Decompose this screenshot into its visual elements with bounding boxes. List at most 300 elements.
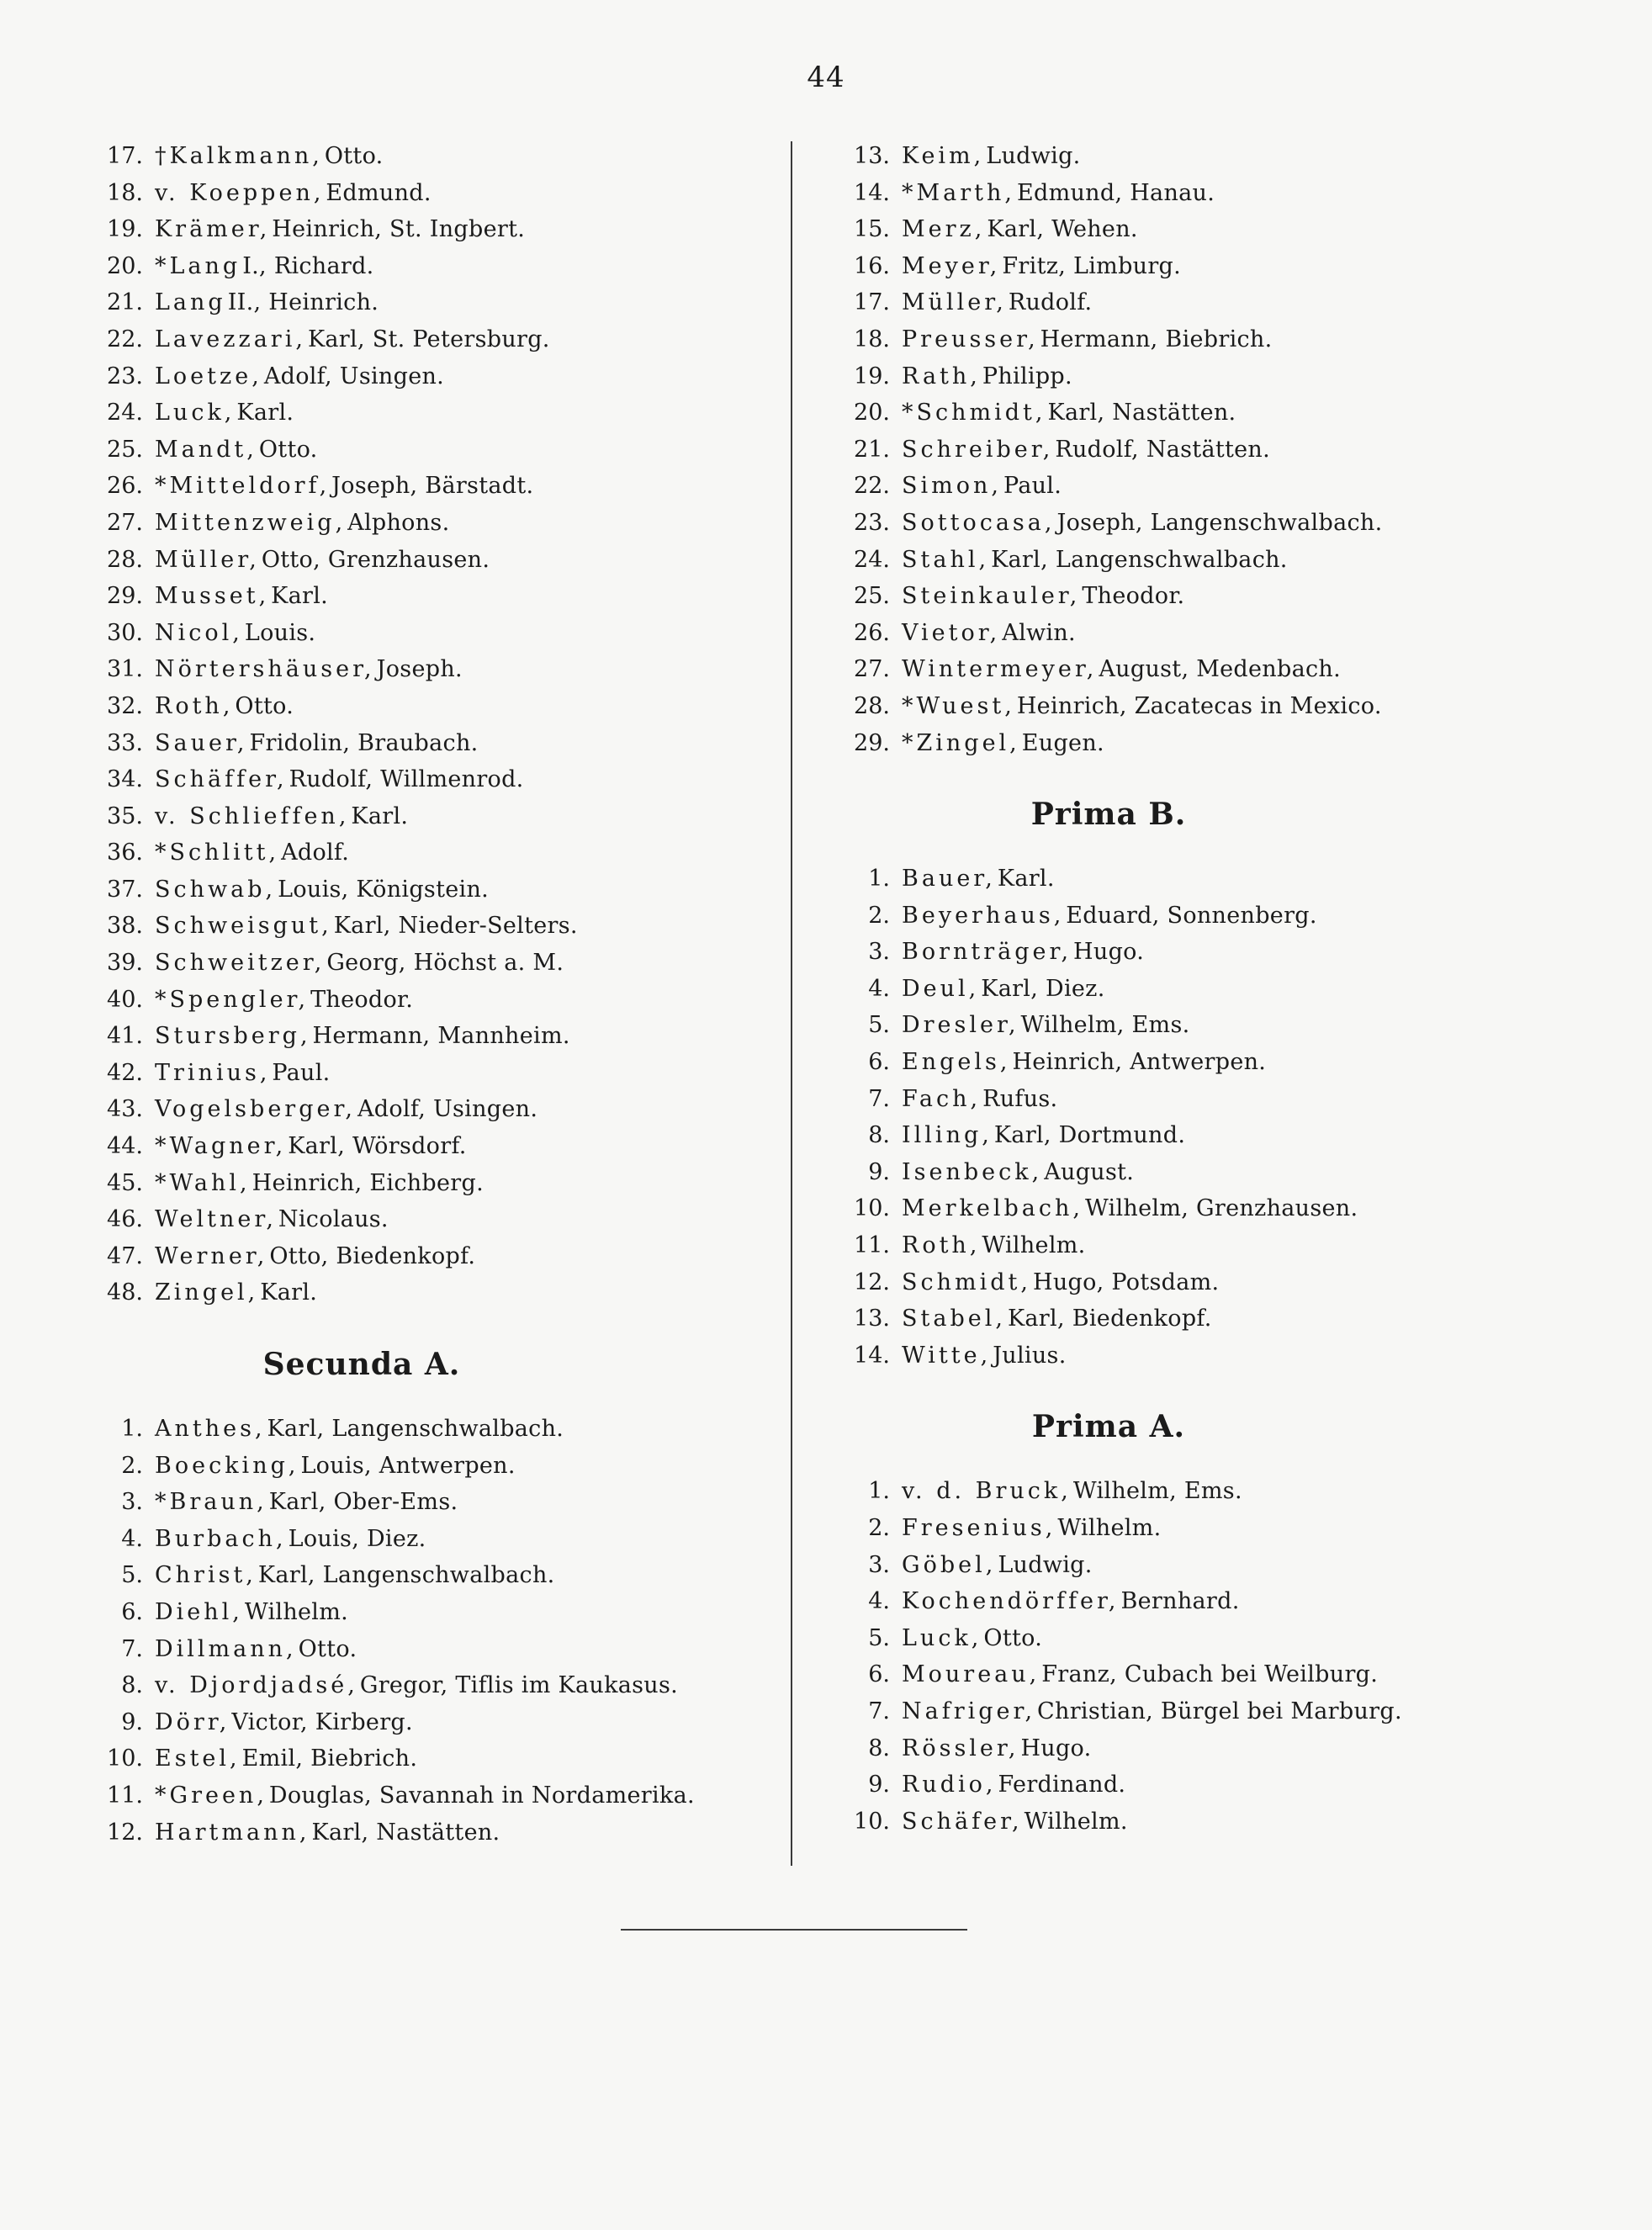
entry-details: Otto, Grenzhausen. (261, 546, 490, 573)
entry-details: Edmund. (326, 179, 432, 206)
entry-number: 45. (107, 1169, 143, 1196)
list-secunda-a-continued (831, 143, 1521, 766)
entry-number: 22. (854, 473, 890, 500)
entry-details: Louis, Antwerpen. (300, 1452, 516, 1479)
entry-number: 6. (868, 1049, 890, 1076)
entry-details: Joseph. (376, 656, 463, 683)
entry-number: 21. (107, 289, 143, 316)
entry-details: Rudolf, Nastätten. (1055, 436, 1270, 463)
entry-details: Karl, Langenschwalbach. (267, 1416, 564, 1442)
entry-number: 14. (854, 179, 890, 206)
entry-number: 2. (868, 1515, 890, 1541)
entry-details: August, Medenbach. (1099, 656, 1341, 683)
list-item (831, 547, 1521, 584)
entry-details: Adolf, Usingen. (357, 1096, 538, 1123)
list-item (84, 1599, 782, 1636)
entry-details: Otto. (983, 1624, 1043, 1651)
entry-number: 26. (854, 619, 890, 646)
entry-surname: *Green, (155, 1782, 267, 1809)
entry-number: 38. (107, 913, 143, 940)
entry-number: 9. (868, 1158, 890, 1185)
list-item (84, 363, 782, 400)
list-item (84, 877, 782, 914)
entry-surname: *Wagner, (155, 1133, 287, 1160)
list-item (84, 1526, 782, 1563)
entry-number: 9. (868, 1772, 890, 1798)
entry-number: 22. (107, 326, 143, 352)
entry-surname: Anthes, (155, 1416, 266, 1442)
entry-surname: Mandt, (155, 436, 257, 463)
entry-number: 25. (854, 583, 890, 610)
list-item (84, 253, 782, 290)
entry-surname: Rath, (902, 363, 981, 389)
entry-number: 19. (854, 363, 890, 389)
entry-number: 37. (107, 876, 143, 903)
entry-surname: *Wuest, (902, 692, 1015, 719)
entry-details: Karl, Dortmund. (993, 1122, 1186, 1149)
entry-surname: Göbel, (902, 1551, 997, 1578)
list-item (831, 1735, 1521, 1772)
entry-details: II., Heinrich. (227, 289, 379, 316)
list-item (831, 1195, 1521, 1232)
entry-surname: v. Djordjadsé, (155, 1672, 358, 1699)
list-item (84, 766, 782, 803)
list-item (831, 693, 1521, 730)
entry-details: Julius. (993, 1342, 1067, 1369)
list-item (831, 1515, 1521, 1552)
entry-number: 30. (107, 619, 143, 646)
entry-details: Otto. (258, 436, 318, 463)
entry-number: 43. (107, 1096, 143, 1123)
list-item (84, 1819, 782, 1857)
list-item (831, 866, 1521, 903)
list-item (831, 400, 1521, 437)
entry-number: 5. (868, 1012, 890, 1039)
list-item (84, 840, 782, 877)
entry-number: 17. (854, 289, 890, 316)
list-item (84, 1133, 782, 1170)
entry-surname: Isenbeck, (902, 1158, 1043, 1185)
entry-surname: Werner, (155, 1242, 268, 1269)
entry-details: Ferdinand. (998, 1772, 1126, 1798)
entry-surname: Lavezzari, (155, 326, 306, 352)
entry-number: 4. (121, 1525, 143, 1552)
entry-surname: Zingel, (155, 1279, 259, 1306)
entry-number: 6. (121, 1598, 143, 1625)
entry-details: Karl. (271, 583, 329, 610)
entry-details: Karl. (351, 802, 409, 829)
page-number: 44 (807, 61, 845, 94)
entry-surname: Stahl, (902, 546, 990, 573)
entry-number: 3. (121, 1489, 143, 1516)
entry-number: 9. (121, 1708, 143, 1735)
entry-surname: Keim, (902, 143, 985, 169)
list-item (831, 253, 1521, 290)
entry-number: 31. (107, 656, 143, 683)
entry-number: 12. (107, 1819, 143, 1846)
list-item (84, 1206, 782, 1243)
list-item (831, 903, 1521, 940)
entry-details: Hugo. (1020, 1735, 1092, 1761)
entry-surname: v. Schlieffen, (155, 802, 350, 829)
entry-number: 11. (854, 1232, 890, 1259)
entry-number: 27. (107, 509, 143, 536)
list-item (84, 987, 782, 1024)
entry-number: 24. (854, 546, 890, 573)
entry-surname: Nicol, (155, 619, 243, 646)
list-continued (84, 143, 782, 1316)
list-item (84, 1636, 782, 1673)
list-item (831, 1306, 1521, 1343)
entry-number: 13. (854, 143, 890, 169)
entry-number: 39. (107, 950, 143, 977)
entry-surname: Schmidt, (902, 1269, 1031, 1295)
list-item (84, 1060, 782, 1097)
list-item (831, 180, 1521, 217)
list-item (831, 1478, 1521, 1515)
entry-surname: Müller, (902, 289, 1007, 316)
entry-details: Eduard, Sonnenberg. (1066, 902, 1317, 929)
entry-number: 12. (854, 1269, 890, 1295)
entry-surname: Burbach, (155, 1525, 287, 1552)
entry-details: Theodor. (310, 986, 414, 1013)
entry-surname: Roth, (902, 1232, 981, 1259)
entry-surname: Hartmann, (155, 1819, 310, 1846)
entry-number: 18. (854, 326, 890, 352)
list-item (831, 143, 1521, 180)
list-item (84, 1023, 782, 1060)
entry-surname: v. Koeppen, (155, 179, 325, 206)
entry-number: 10. (854, 1195, 890, 1222)
entry-number: 11. (107, 1782, 143, 1809)
list-item (84, 473, 782, 510)
list-item (84, 326, 782, 363)
list-item (831, 216, 1521, 253)
list-item (84, 1489, 782, 1526)
entry-surname: Simon, (902, 473, 1002, 500)
list-item (831, 1661, 1521, 1698)
entry-surname: Lang (155, 289, 226, 316)
entry-surname: Witte, (902, 1342, 992, 1369)
list-item (831, 730, 1521, 767)
entry-details: Eugen. (1021, 729, 1104, 756)
entry-details: Alwin. (1002, 619, 1076, 646)
list-item (84, 913, 782, 950)
entry-details: Gregor, Tiflis im Kaukasus. (359, 1672, 679, 1699)
entry-surname: v. d. Bruck, (902, 1478, 1072, 1505)
list-item (84, 180, 782, 217)
entry-number: 2. (121, 1452, 143, 1479)
entry-surname: Luck, (902, 1624, 982, 1651)
entry-details: Wilhelm, Grenzhausen. (1084, 1195, 1358, 1222)
entry-details: Wilhelm. (244, 1598, 349, 1625)
entry-surname: Dörr, (155, 1708, 230, 1735)
entry-details: Franz, Cubach bei Weilburg. (1041, 1661, 1379, 1688)
entry-number: 3. (868, 1551, 890, 1578)
entry-surname: †Kalkmann, (155, 143, 323, 169)
entry-surname: Vietor, (902, 619, 1001, 646)
entry-surname: Merz, (902, 216, 986, 243)
list-item (84, 1672, 782, 1709)
entry-number: 14. (854, 1342, 890, 1369)
entry-surname: Meyer, (902, 252, 1001, 279)
entry-surname: Rudio, (902, 1772, 997, 1798)
list-item (831, 437, 1521, 474)
list-item (831, 1049, 1521, 1086)
entry-details: Karl, Langenschwalbach. (257, 1562, 555, 1589)
entry-surname: Mittenzweig, (155, 509, 347, 536)
entry-number: 20. (107, 252, 143, 279)
entry-number: 7. (121, 1635, 143, 1662)
entry-details: Heinrich, Zacatecas in Mexico. (1016, 692, 1382, 719)
entry-details: Paul. (1003, 473, 1062, 500)
entry-number: 15. (854, 216, 890, 243)
entry-surname: *Wahl, (155, 1169, 251, 1196)
entry-surname: Nörtershäuser, (155, 656, 375, 683)
list-item (831, 656, 1521, 693)
entry-number: 2. (868, 902, 890, 929)
entry-details: Wilhelm, Ems. (1072, 1478, 1242, 1505)
entry-surname: Moureau, (902, 1661, 1040, 1688)
entry-surname: Musset, (155, 583, 270, 610)
entry-details: Joseph, Langenschwalbach. (1056, 509, 1383, 536)
entry-details: Adolf, Usingen. (263, 363, 445, 389)
list-item (84, 510, 782, 547)
entry-surname: Fach, (902, 1085, 982, 1112)
list-item (831, 583, 1521, 620)
entry-number: 29. (854, 729, 890, 756)
entry-number: 21. (854, 436, 890, 463)
entry-details: Karl, St. Petersburg. (307, 326, 550, 352)
entry-surname: Christ, (155, 1562, 257, 1589)
entry-surname: Trinius, (155, 1059, 271, 1086)
entry-number: 10. (107, 1745, 143, 1772)
entry-details: Fridolin, Braubach. (249, 729, 479, 756)
entry-details: Christian, Bürgel bei Marburg. (1037, 1698, 1402, 1724)
entry-number: 35. (107, 802, 143, 829)
entry-details: Joseph, Bärstadt. (331, 473, 534, 500)
entry-surname: Bornträger, (902, 939, 1072, 966)
entry-details: Karl. (236, 400, 294, 426)
entry-surname: Illing, (902, 1122, 993, 1149)
entry-details: Philipp. (982, 363, 1072, 389)
list-item (84, 620, 782, 657)
list-item (84, 1782, 782, 1819)
list-item (84, 950, 782, 987)
entry-surname: Stabel, (902, 1306, 1006, 1332)
entry-details: Wilhelm. (1057, 1515, 1162, 1541)
entry-details: Douglas, Savannah in Nordamerika. (268, 1782, 695, 1809)
entry-details: Karl, Biedenkopf. (1007, 1306, 1212, 1332)
entry-surname: Preusser, (902, 326, 1039, 352)
entry-details: Edmund, Hanau. (1016, 179, 1215, 206)
entry-number: 24. (107, 400, 143, 426)
list-item (831, 1086, 1521, 1123)
list-item (831, 326, 1521, 363)
entry-number: 5. (868, 1624, 890, 1651)
entry-surname: Deul, (902, 975, 980, 1002)
entry-surname: Diehl, (155, 1598, 243, 1625)
entry-surname: Vogelsberger, (155, 1096, 356, 1123)
list-item (84, 400, 782, 437)
entry-surname: Krämer, (155, 216, 271, 243)
entry-number: 7. (868, 1698, 890, 1724)
entry-number: 5. (121, 1562, 143, 1589)
list-item (84, 437, 782, 474)
entry-number: 29. (107, 583, 143, 610)
entry-details: Rudolf, Willmenrod. (289, 766, 524, 793)
entry-number: 26. (107, 473, 143, 500)
entry-surname: Fresenius, (902, 1515, 1056, 1541)
entry-details: Fritz, Limburg. (1002, 252, 1182, 279)
list-item (831, 1122, 1521, 1159)
entry-surname: Boecking, (155, 1452, 299, 1479)
entry-details: Rufus. (982, 1085, 1058, 1112)
list-item (84, 1170, 782, 1207)
entry-number: 8. (868, 1122, 890, 1149)
list-item (831, 1772, 1521, 1809)
list-item (831, 1232, 1521, 1269)
entry-details: Hugo. (1073, 939, 1145, 966)
entry-surname: *Marth, (902, 179, 1015, 206)
entry-surname: Luck, (155, 400, 236, 426)
entry-surname: Schweitzer, (155, 950, 326, 977)
entry-number: 8. (868, 1735, 890, 1761)
list-item (84, 1243, 782, 1280)
list-item (831, 1625, 1521, 1662)
entry-number: 10. (854, 1808, 890, 1835)
entry-number: 6. (868, 1661, 890, 1688)
entry-number: 4. (868, 975, 890, 1002)
list-item (831, 1698, 1521, 1735)
entry-number: 1. (868, 1478, 890, 1505)
entry-surname: Stursberg, (155, 1023, 311, 1050)
list-item (831, 976, 1521, 1013)
entry-details: Louis. (244, 619, 316, 646)
list-item (84, 803, 782, 840)
entry-surname: Weltner, (155, 1206, 277, 1233)
list-item (84, 143, 782, 180)
section-heading-secunda-a: Secunda A. (262, 1347, 461, 1382)
entry-surname: Sauer, (155, 729, 248, 756)
entry-details: Victor, Kirberg. (231, 1708, 413, 1735)
entry-details: Nicolaus. (278, 1206, 389, 1233)
entry-details: Wilhelm. (982, 1232, 1086, 1259)
entry-surname: Schäfer, (902, 1808, 1023, 1835)
entry-surname: Nafriger, (902, 1698, 1036, 1724)
entry-details: Karl, Nieder-Selters. (333, 913, 578, 940)
entry-surname: Rössler, (902, 1735, 1019, 1761)
entry-surname: *Schlitt, (155, 840, 280, 866)
closing-rule (621, 1929, 967, 1931)
entry-surname: Schweisgut, (155, 913, 332, 940)
entry-details: Hermann, Mannheim. (312, 1023, 570, 1050)
list-item (84, 1096, 782, 1133)
entry-details: Karl, Langenschwalbach. (991, 546, 1288, 573)
entry-details: Otto. (324, 143, 384, 169)
entry-number: 44. (107, 1133, 143, 1160)
entry-number: 1. (121, 1416, 143, 1442)
entry-surname: Engels, (902, 1049, 1011, 1076)
entry-surname: Dresler, (902, 1012, 1019, 1039)
entry-details: Karl, Wörsdorf. (288, 1133, 467, 1160)
entry-number: 23. (854, 509, 890, 536)
entry-surname: Kochendörffer, (902, 1588, 1120, 1615)
entry-number: 13. (854, 1306, 890, 1332)
entry-number: 32. (107, 692, 143, 719)
entry-details: Wilhelm. (1024, 1808, 1128, 1835)
entry-details: Karl, Diez. (981, 975, 1105, 1002)
entry-details: Wilhelm, Ems. (1020, 1012, 1190, 1039)
entry-details: Bernhard. (1120, 1588, 1240, 1615)
entry-details: Karl. (997, 866, 1055, 893)
entry-details: Heinrich, St. Ingbert. (272, 216, 526, 243)
entry-surname: Steinkauler, (902, 583, 1081, 610)
list-item (84, 216, 782, 253)
list-prima-b (831, 866, 1521, 1379)
entry-surname: *Zingel, (902, 729, 1020, 756)
entry-details: Rudolf. (1008, 289, 1093, 316)
entry-details: Hugo, Potsdam. (1032, 1269, 1220, 1295)
entry-details: I., Richard. (242, 252, 374, 279)
entry-surname: *Lang (155, 252, 241, 279)
list-item (831, 289, 1521, 326)
list-secunda-a (84, 1416, 782, 1856)
list-item (831, 1343, 1521, 1380)
list-item (84, 583, 782, 620)
entry-surname: Schwab, (155, 876, 277, 903)
entry-number: 27. (854, 656, 890, 683)
entry-details: August. (1044, 1158, 1135, 1185)
entry-details: Georg, Höchst a. M. (326, 950, 564, 977)
list-item (831, 1269, 1521, 1306)
list-item (831, 939, 1521, 976)
list-item (84, 693, 782, 730)
entry-surname: Estel, (155, 1745, 241, 1772)
list-item (831, 1588, 1521, 1625)
entry-number: 18. (107, 179, 143, 206)
entry-number: 4. (868, 1588, 890, 1615)
entry-surname: *Mitteldorf, (155, 473, 331, 500)
left-column (84, 143, 782, 1856)
entry-details: Paul. (272, 1059, 331, 1086)
list-item (831, 1552, 1521, 1589)
entry-surname: *Braun, (155, 1489, 267, 1516)
entry-details: Karl, Nastätten. (1047, 400, 1236, 426)
entry-number: 48. (107, 1279, 143, 1306)
right-column (831, 143, 1521, 1845)
section-heading-prima-a: Prima A. (1031, 1409, 1186, 1445)
list-item (84, 289, 782, 326)
entry-surname: Beyerhaus, (902, 902, 1065, 929)
entry-surname: Wintermeyer, (902, 656, 1098, 683)
list-item (84, 656, 782, 693)
entry-details: Adolf. (281, 840, 350, 866)
entry-details: Alphons. (347, 509, 450, 536)
entry-details: Otto. (298, 1635, 357, 1662)
entry-surname: Schäffer, (155, 766, 288, 793)
list-item (831, 363, 1521, 400)
entry-details: Heinrich, Eichberg. (252, 1169, 484, 1196)
list-item (84, 1279, 782, 1316)
entry-surname: Müller, (155, 546, 260, 573)
entry-number: 19. (107, 216, 143, 243)
entry-number: 25. (107, 436, 143, 463)
entry-details: Theodor. (1082, 583, 1185, 610)
entry-number: 33. (107, 729, 143, 756)
list-prima-a (831, 1478, 1521, 1845)
entry-surname: Merkelbach, (902, 1195, 1083, 1222)
